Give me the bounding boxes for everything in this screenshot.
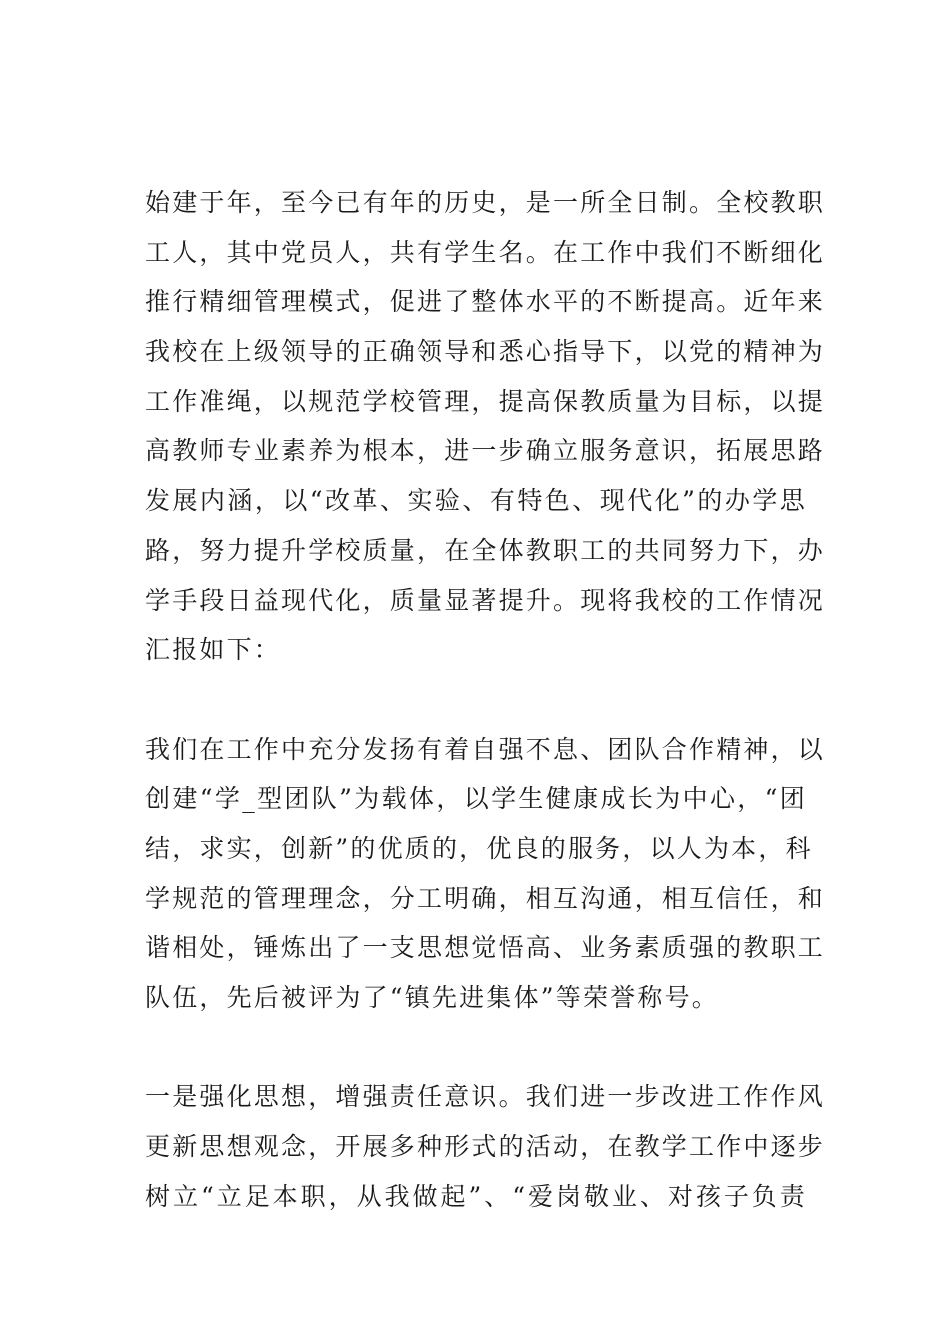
- text-line: 汇报如下：: [145, 635, 282, 665]
- text-line: 高教师专业素养为根本，进一步确立服务意识，拓展思路: [145, 436, 826, 466]
- text-line: 一是强化思想，增强责任意识。我们进一步改进工作作风: [145, 1082, 826, 1112]
- text-line: 树立“立足本职，从我做起”、“爱岗敬业、对孩子负责: [145, 1181, 807, 1211]
- text-line: 谐相处，锤炼出了一支思想觉悟高、业务素质强的教职工: [145, 933, 826, 963]
- paragraph-intro: [145, 178, 826, 675]
- text-line: 我们在工作中充分发扬有着自强不息、团队合作精神，以: [145, 734, 826, 764]
- text-line: 创建“学_型团队”为载体，以学生健康成长为中心，“团: [145, 784, 807, 814]
- text-line: 队伍，先后被评为了“镇先进集体”等荣誉称号。: [145, 983, 719, 1012]
- paragraph-team: [145, 725, 826, 1023]
- text-line: 学手段日益现代化，质量显著提升。现将我校的工作情况: [145, 585, 826, 615]
- text-line: 更新思想观念，开展多种形式的活动，在教学工作中逐步: [145, 1132, 826, 1162]
- paragraph-thought: [145, 1072, 826, 1221]
- text-line: 推行精细管理模式，促进了整体水平的不断提高。近年来: [145, 287, 826, 317]
- text-line: 工作准绳，以规范学校管理，提高保教质量为目标，以提: [145, 386, 826, 416]
- text-line: 结，求实，创新”的优质的，优良的服务，以人为本，科: [145, 833, 813, 863]
- text-line: 学规范的管理理念，分工明确，相互沟通，相互信任，和: [145, 883, 826, 913]
- document-body: [145, 178, 826, 1221]
- text-line: 发展内涵，以“改革、实验、有特色、现代化”的办学思: [145, 486, 807, 516]
- text-line: 路，努力提升学校质量，在全体教职工的共同努力下，办: [145, 535, 826, 565]
- paragraph-spacer: [145, 675, 807, 725]
- text-line: 工人，其中党员人，共有学生名。在工作中我们不断细化: [145, 237, 826, 267]
- paragraph-spacer: [145, 1023, 807, 1073]
- text-line: 始建于年，至今已有年的历史，是一所全日制。全校教职: [145, 188, 826, 217]
- text-line: 我校在上级领导的正确领导和悉心指导下，以党的精神为: [145, 337, 826, 367]
